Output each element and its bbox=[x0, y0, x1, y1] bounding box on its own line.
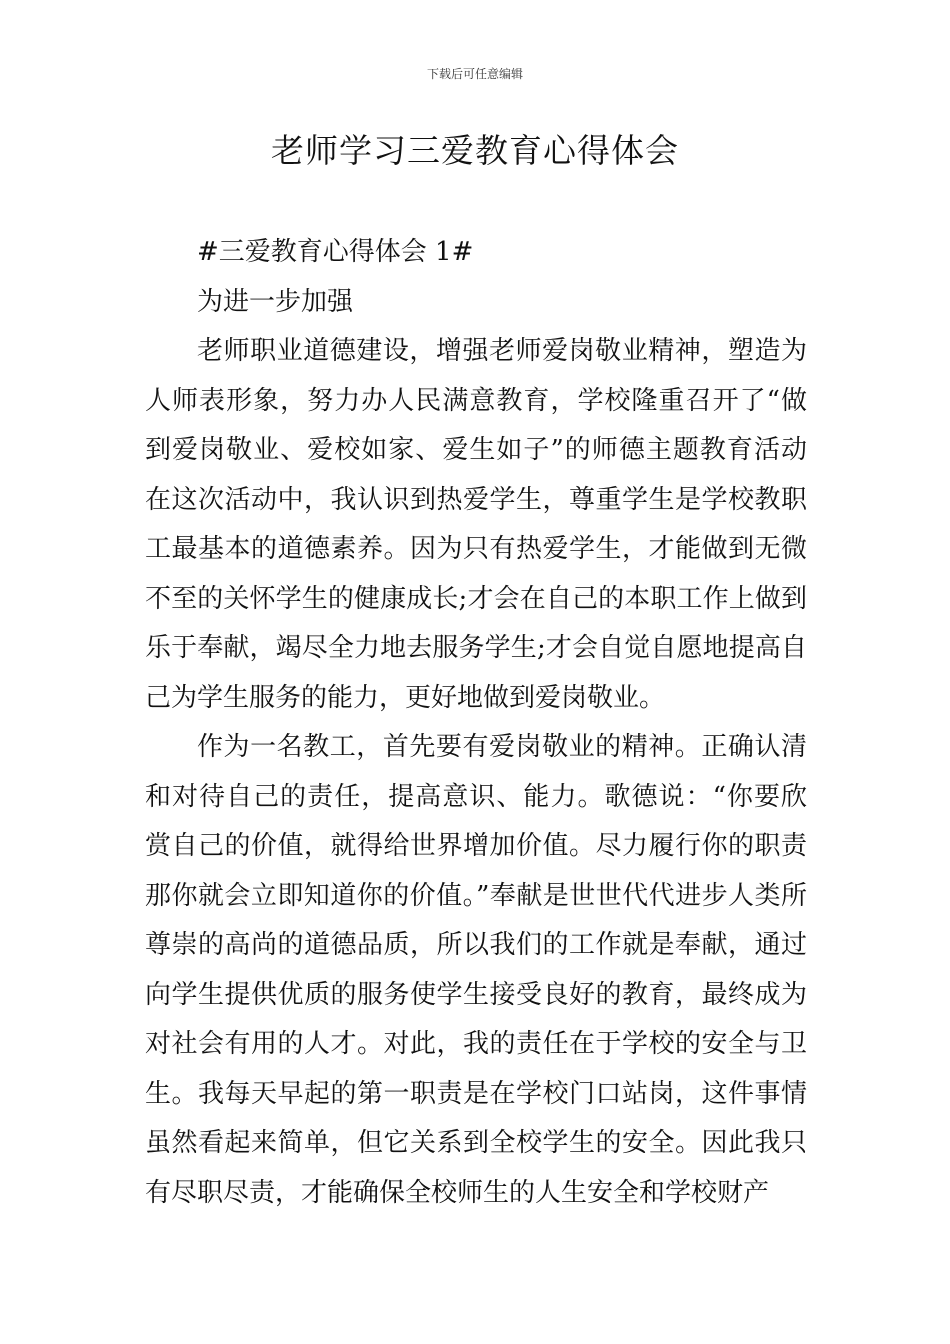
paragraph: 老师职业道德建设，增强老师爱岗敬业精神，塑造为人师表形象，努力办人民满意教育，学校隆重召开了“做到爱岗敬业、爱校如家、爱生如子”的师德主题教育活动在这次活动中，我认识到热爱学生，尊重学生是学校教职工最基本的道德素养。因为只有热爱学生，才能做到无微不至的关怀学生的健康成长;才会在自己的本职工作上做到乐于奉献，竭尽全力地去服务学生;才会自觉自愿地提高自己为学生服务的能力，更好地做到爱岗敬业。 bbox=[145, 336, 807, 713]
header-note: 下载后可任意编辑 bbox=[426, 67, 523, 81]
paragraph: 为进一步加强 bbox=[197, 286, 354, 317]
paragraph: 作为一名教工，首先要有爱岗敬业的精神。正确认清和对待自己的责任，提高意识、能力。歌德说：“你要欣赏自己的价值，就得给世界增加价值。尽力履行你的职责那你就会立即知道你的价值。”奉献是世世代代进步人类所尊崇的高尚的道德品质，所以我们的工作就是奉献，通过向学生提供优质的服务使学生接受良好的教育，最终成为对社会有用的人才。对此，我的责任在于学校的安全与卫生。我每天早起的第一职责是在学校门口站岗，这件事情虽然看起来简单，但它关系到全校学生的安全。因此我只有尽职尽责，才能确保全校师生的人生安全和学校财产 bbox=[145, 732, 807, 1208]
section-heading: #三爱教育心得体会 1# bbox=[197, 237, 474, 267]
document-title: 老师学习三爱教育心得体会 bbox=[271, 131, 679, 170]
document-body bbox=[145, 228, 807, 1218]
